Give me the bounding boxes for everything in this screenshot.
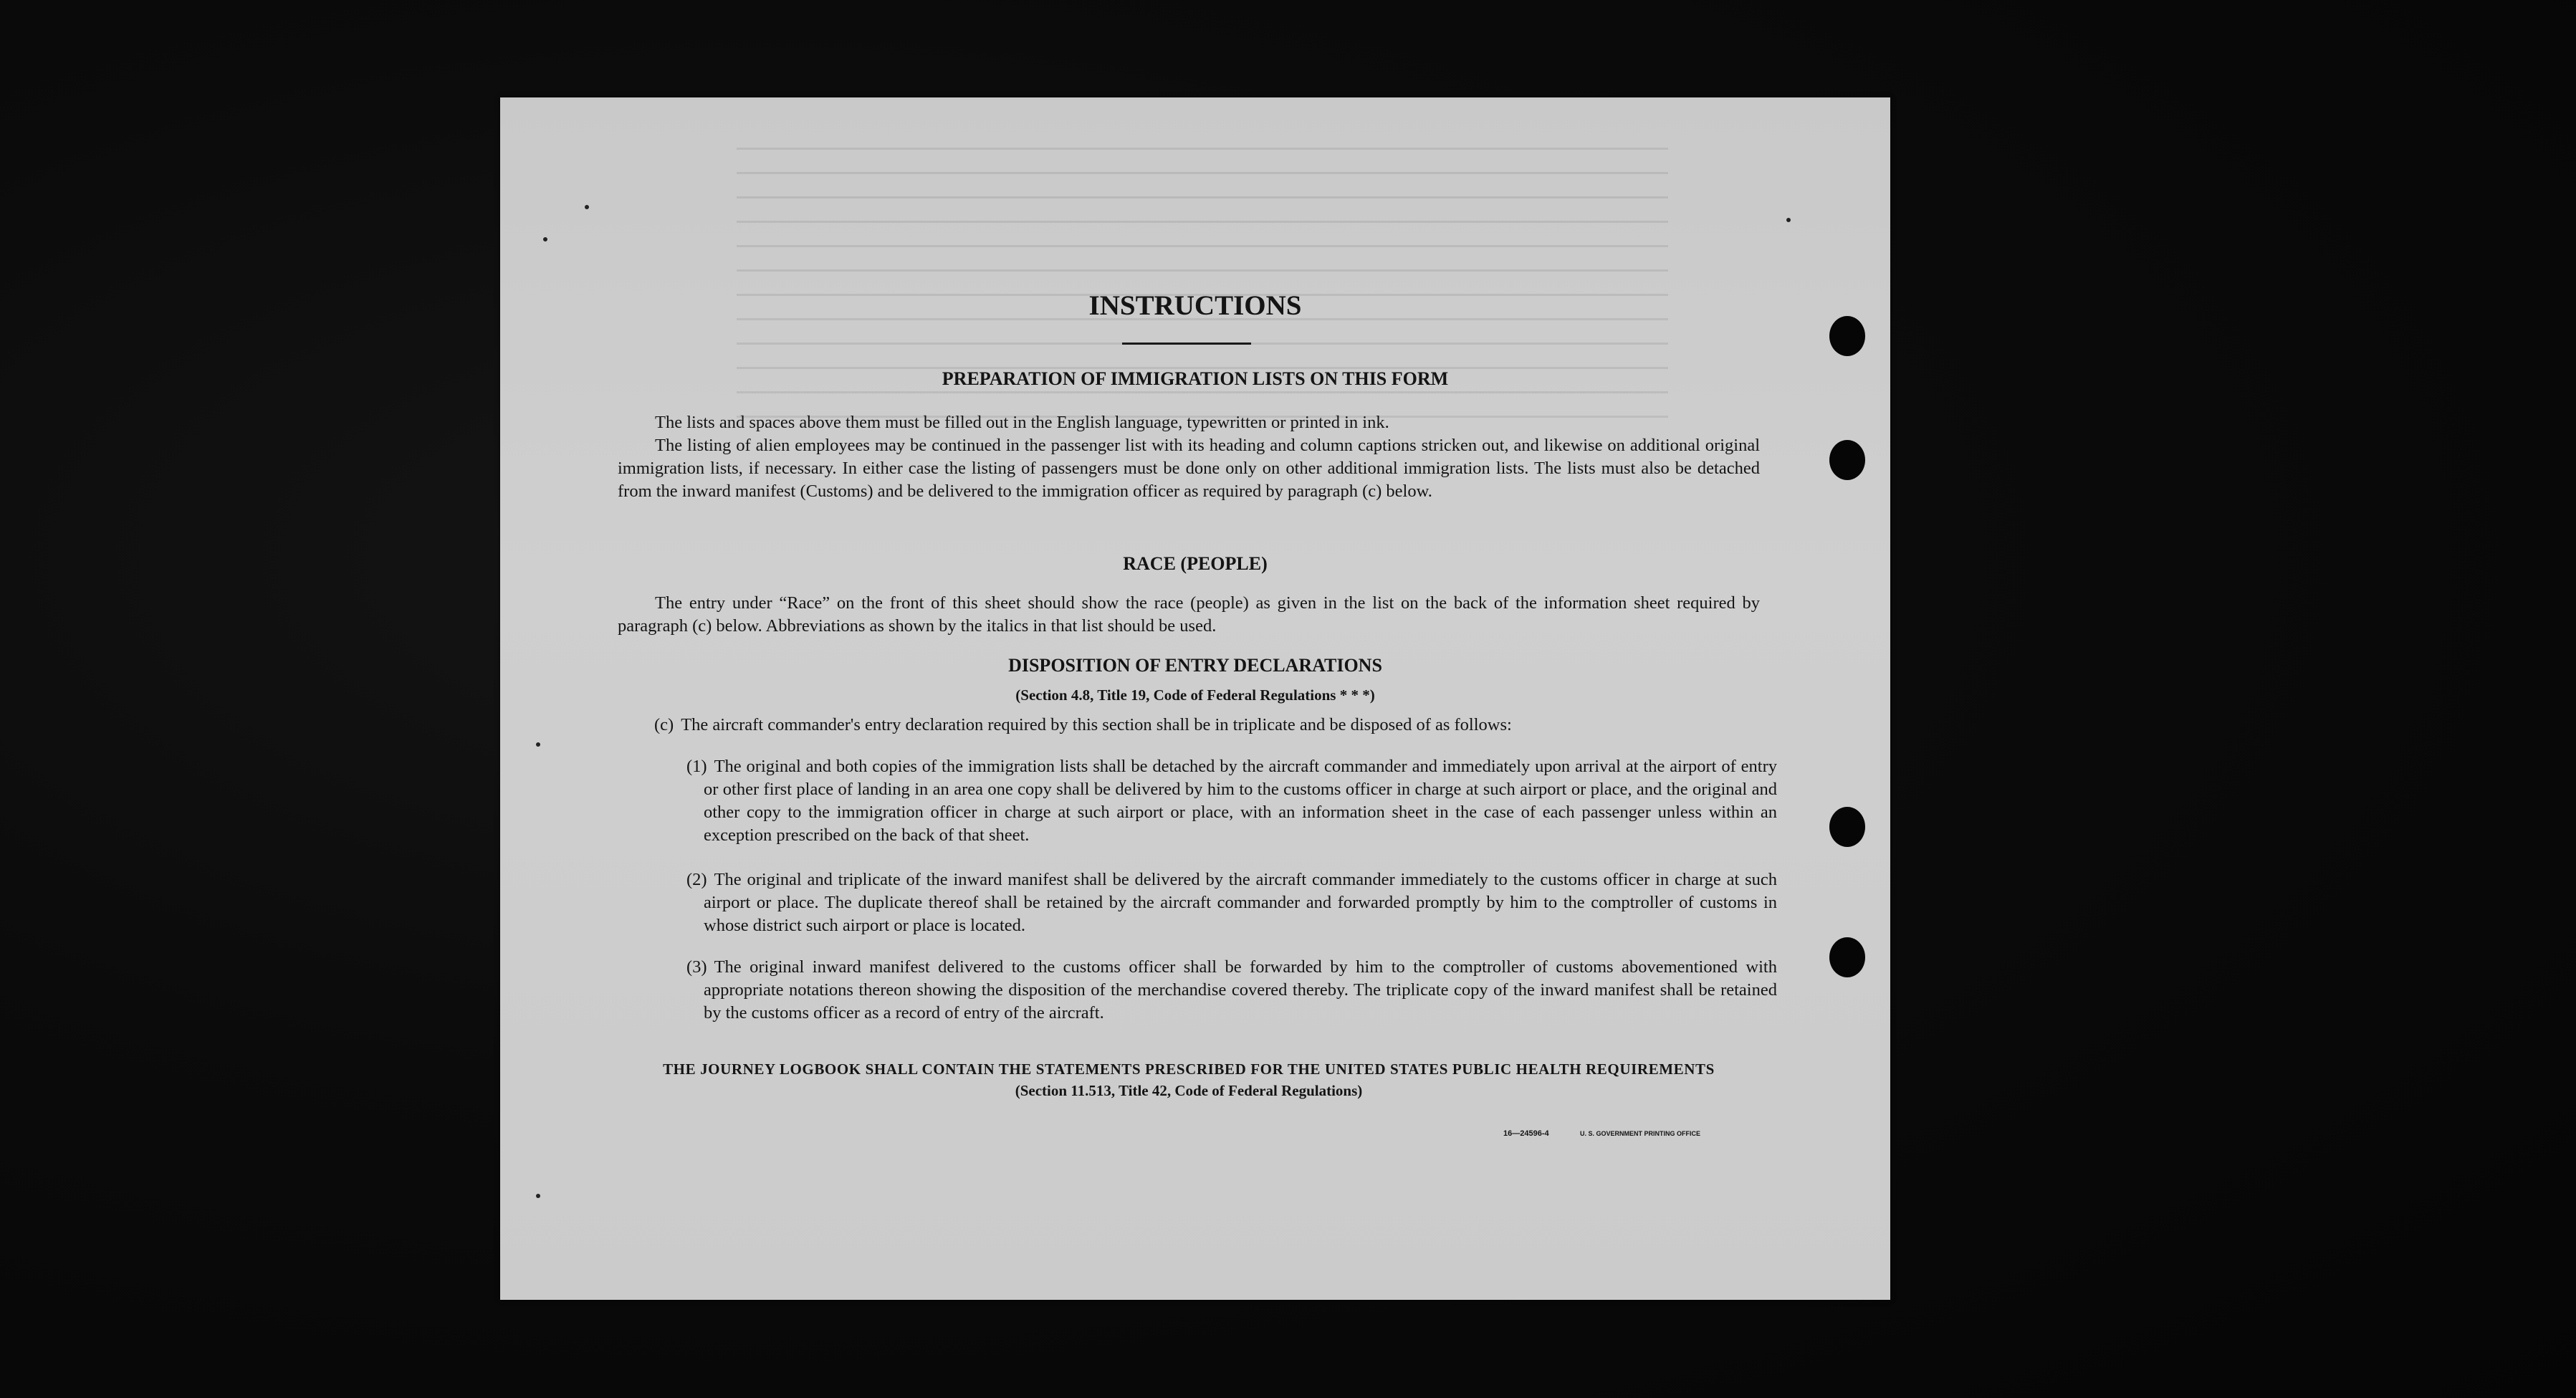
- paragraph-alien-employees: The listing of alien employees may be continued in the passenger list with its heading and column captions stricken out, and likewise on additional original immigration lists, if necessary. In either case the listing of passengers must be done only on other additional immigration lists. The lists must also be detached from the inward manifest (Customs) and be delivered to the immigration officer as required by paragraph (c) below.: [618, 436, 1760, 501]
- punch-hole: [1829, 440, 1865, 480]
- document-title: INSTRUCTIONS: [1088, 290, 1302, 321]
- item-number: (3): [686, 957, 707, 977]
- scan-speck: [1786, 218, 1791, 222]
- punch-hole: [1829, 807, 1865, 847]
- print-code: 16—24596-4: [1503, 1129, 1549, 1138]
- item-text: The original and triplicate of the inward manifest shall be delivered by the aircraft commander immediately to the customs officer in charge at such airport or place. The duplicate thereof shall be retained by the aircraft commander and forwarded promptly by him to the comptroller of customs in whose district such airport or place is located.: [704, 870, 1777, 935]
- paragraph-label: (c): [654, 715, 674, 734]
- item-text: The original and both copies of the immigration lists shall be detached by the aircraft commander and immediately upon arrival at the airport of entry or other first place of landing in an area one copy shall be delivered by him to the customs officer in charge at such airport or place, and the original and other copy to the immigration officer in charge at such airport or place, with an information sheet in the case of each passenger unless within an exception prescribed on the back of that sheet.: [704, 757, 1777, 845]
- list-item: [686, 868, 1777, 937]
- scan-speck: [536, 1194, 540, 1198]
- scan-speck: [543, 237, 547, 241]
- section-heading-race: RACE (PEOPLE): [1123, 553, 1268, 574]
- footer-citation: (Section 11.513, Title 42, Code of Federal Regulations): [1015, 1082, 1363, 1099]
- list-item: [686, 755, 1777, 847]
- paragraph-language: The lists and spaces above them must be filled out in the English language, typewritten or printed in ink.: [655, 413, 1389, 432]
- section-heading-disposition: DISPOSITION OF ENTRY DECLARATIONS: [1008, 655, 1382, 676]
- paragraph-race: The entry under “Race” on the front of this sheet should show the race (people) as given in the list on the back of the information sheet required by paragraph (c) below. Abbreviations as shown by the italics in that list should be used.: [618, 593, 1760, 636]
- scan-speck: [585, 205, 589, 209]
- paragraph-text: The aircraft commander's entry declaration required by this section shall be in triplicate and be disposed of as follows:: [681, 715, 1512, 734]
- list-item: [686, 956, 1777, 1025]
- footer-statement: THE JOURNEY LOGBOOK SHALL CONTAIN THE STATEMENTS PRESCRIBED FOR THE UNITED STATES PUBLIC HEALTH REQUIREMENTS: [663, 1061, 1715, 1078]
- print-office: U. S. GOVERNMENT PRINTING OFFICE: [1580, 1130, 1701, 1137]
- item-text: The original inward manifest delivered to the customs officer shall be forwarded by him to the comptroller of customs abovementioned with appropriate notations thereon showing the disposition of the merchandise covered thereby. The triplicate copy of the inward manifest shall be retained by the customs officer as a record of entry of the aircraft.: [704, 957, 1777, 1023]
- punch-hole: [1829, 937, 1865, 977]
- document-page: [500, 97, 1890, 1300]
- punch-hole: [1829, 316, 1865, 356]
- item-number: (2): [686, 870, 707, 889]
- disposition-citation: (Section 4.8, Title 19, Code of Federal Regulations * * *): [1015, 686, 1375, 704]
- paragraph-c-intro: [654, 714, 1760, 737]
- title-rule: [1122, 343, 1251, 345]
- item-number: (1): [686, 757, 707, 776]
- scan-speck: [536, 742, 540, 747]
- section-heading-preparation: PREPARATION OF IMMIGRATION LISTS ON THIS FORM: [942, 368, 1449, 389]
